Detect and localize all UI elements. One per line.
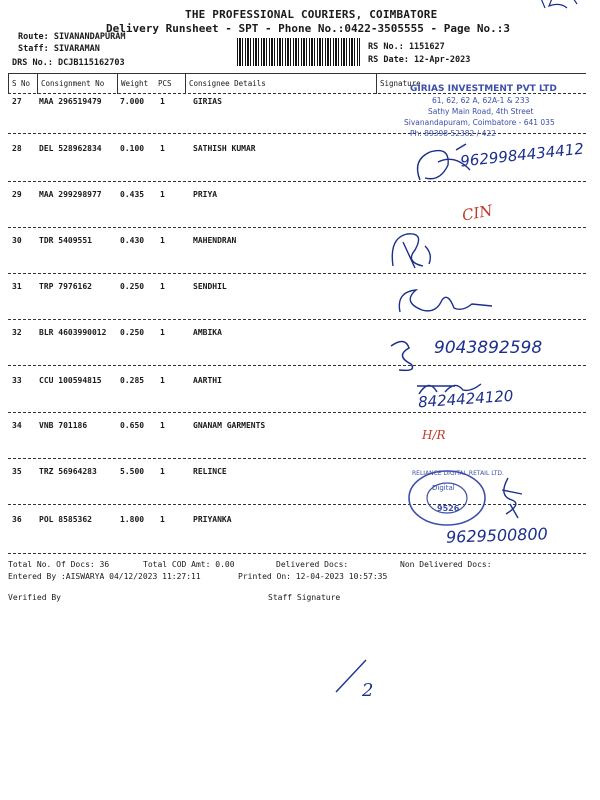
- rs-date: RS Date: 12-Apr-2023: [368, 55, 471, 65]
- row-pcs: 1: [160, 236, 165, 245]
- row-consignee: GNANAM GARMENTS: [193, 421, 266, 430]
- header-top-rule: [8, 73, 586, 74]
- row-weight: 0.650: [120, 421, 145, 430]
- row-weight: 1.800: [120, 515, 145, 524]
- col-header-consignment: Consignment No: [41, 79, 105, 88]
- row-pcs: 1: [160, 467, 165, 476]
- row-rule: [8, 412, 586, 413]
- stamp-center-text: Digital: [432, 484, 455, 492]
- row-consignment: TRZ 56964283: [39, 467, 97, 476]
- signature-row30: [385, 228, 445, 277]
- handwritten-mark-row34: H/R: [422, 428, 446, 442]
- row-rule: [8, 133, 586, 134]
- row-consignee: PRIYANKA: [193, 515, 232, 524]
- handwritten-page-mark: 2: [362, 680, 374, 701]
- verified-by: Verified By: [8, 593, 61, 602]
- stamp-ring-text: RELIANCE DIGITAL RETAIL LTD.: [412, 470, 504, 477]
- row-pcs: 1: [160, 421, 165, 430]
- row-consignee: SATHISH KUMAR: [193, 144, 256, 153]
- stamp-line: Sathy Main Road, 4th Street: [428, 107, 534, 116]
- row-consignment: VNB 701186: [39, 421, 88, 430]
- row-rule: [8, 273, 586, 274]
- row-consignment: TRP 7976162: [39, 282, 92, 291]
- row-pcs: 1: [160, 144, 165, 153]
- runsheet-title: Delivery Runsheet - SPT - Phone No.:0422-3505555 - Page No.:3: [106, 22, 510, 35]
- route-label: Route: SIVANANDAPURAM: [18, 32, 126, 42]
- row-consignment: CCU 100594815: [39, 376, 102, 385]
- col-rule: [185, 74, 186, 94]
- row-sno: 30: [12, 236, 22, 245]
- drs-number: DRS No.: DCJB115162703: [12, 58, 125, 68]
- barcode: [237, 38, 360, 66]
- entered-by: Entered By :AISWARYA 04/12/2023 11:27:11: [8, 572, 201, 581]
- staff-label: Staff: SIVARAMAN: [18, 44, 100, 54]
- stamp-line: 61, 62, 62 A, 62A-1 & 233: [432, 96, 530, 105]
- row-sno: 32: [12, 328, 22, 337]
- row-consignee: GIRIAS: [193, 97, 222, 106]
- handwritten-mark-row29: CIN: [460, 201, 494, 225]
- non-delivered-docs: Non Delivered Docs:: [400, 560, 492, 569]
- col-header-pcs: PCS: [158, 79, 172, 88]
- row-pcs: 1: [160, 515, 165, 524]
- signature-row32: [385, 336, 425, 380]
- row-weight: 0.250: [120, 282, 145, 291]
- handwritten-phone-row36: 9629500800: [445, 524, 549, 547]
- row-consignment: POL 8585362: [39, 515, 92, 524]
- signature-row35: [488, 474, 528, 526]
- row-weight: 0.435: [120, 190, 145, 199]
- row-consignee: AMBIKA: [193, 328, 222, 337]
- row-consignment: MAA 299298977: [39, 190, 102, 199]
- col-header-weight: Weight: [121, 79, 149, 88]
- row-weight: 0.430: [120, 236, 145, 245]
- row-pcs: 1: [160, 282, 165, 291]
- row-weight: 7.000: [120, 97, 145, 106]
- row-weight: 0.250: [120, 328, 145, 337]
- row-weight: 5.500: [120, 467, 145, 476]
- col-rule: [37, 74, 38, 94]
- reliance-stamp: [406, 468, 488, 532]
- row-weight: 0.100: [120, 144, 145, 153]
- row-pcs: 1: [160, 97, 165, 106]
- row-rule: [8, 181, 586, 182]
- row-sno: 27: [12, 97, 22, 106]
- stamp-line: Ph: 89398 52382 / 422: [410, 129, 496, 138]
- printed-on: Printed On: 12-04-2023 10:57:35: [238, 572, 388, 581]
- stamp-code: 9526: [437, 504, 460, 513]
- company-name: THE PROFESSIONAL COURIERS, COIMBATORE: [185, 8, 438, 21]
- row-consignee: RELINCE: [193, 467, 227, 476]
- handwritten-phone-row33: 8424424120: [417, 386, 514, 412]
- row-consignee: MAHENDRAN: [193, 236, 237, 245]
- row-sno: 33: [12, 376, 22, 385]
- row-sno: 35: [12, 467, 22, 476]
- total-cod: Total COD Amt: 0.00: [143, 560, 235, 569]
- row-rule: [8, 227, 586, 228]
- top-pen-mark: [535, 0, 585, 18]
- row-pcs: 1: [160, 328, 165, 337]
- row-rule: [8, 458, 586, 459]
- rs-number: RS No.: 1151627: [368, 42, 445, 52]
- col-header-consignee: Consignee Details: [189, 79, 266, 88]
- row-rule: [8, 553, 586, 554]
- row-sno: 29: [12, 190, 22, 199]
- row-consignment: BLR 4603990012: [39, 328, 107, 337]
- col-rule: [376, 74, 377, 94]
- handwritten-phone-row28: 9629984434412: [459, 139, 585, 171]
- staff-signature-label: Staff Signature: [268, 593, 341, 602]
- row-consignment: DEL 528962834: [39, 144, 102, 153]
- col-header-sno: S No: [12, 79, 31, 88]
- total-docs: Total No. Of Docs: 36: [8, 560, 110, 569]
- signature-row31: [392, 282, 502, 326]
- stamp-line: Sivanandapuram, Coimbatore - 641 035: [404, 118, 555, 127]
- row-sno: 31: [12, 282, 22, 291]
- delivered-docs: Delivered Docs:: [276, 560, 349, 569]
- row-rule: [8, 365, 586, 366]
- row-consignee: AARTHI: [193, 376, 222, 385]
- handwritten-phone-row32: 9043892598: [434, 338, 543, 358]
- row-pcs: 1: [160, 376, 165, 385]
- col-rule: [8, 74, 9, 94]
- row-weight: 0.285: [120, 376, 145, 385]
- row-pcs: 1: [160, 190, 165, 199]
- col-rule: [117, 74, 118, 94]
- row-sno: 36: [12, 515, 22, 524]
- row-sno: 34: [12, 421, 22, 430]
- row-consignment: TDR 5409551: [39, 236, 92, 245]
- row-consignee: SENDHIL: [193, 282, 227, 291]
- stamp-line: GIRIAS INVESTMENT PVT LTD: [410, 84, 557, 94]
- row-consignee: PRIYA: [193, 190, 218, 199]
- row-consignment: MAA 296519479: [39, 97, 102, 106]
- row-sno: 28: [12, 144, 22, 153]
- col-header-signature: Signature: [380, 79, 421, 88]
